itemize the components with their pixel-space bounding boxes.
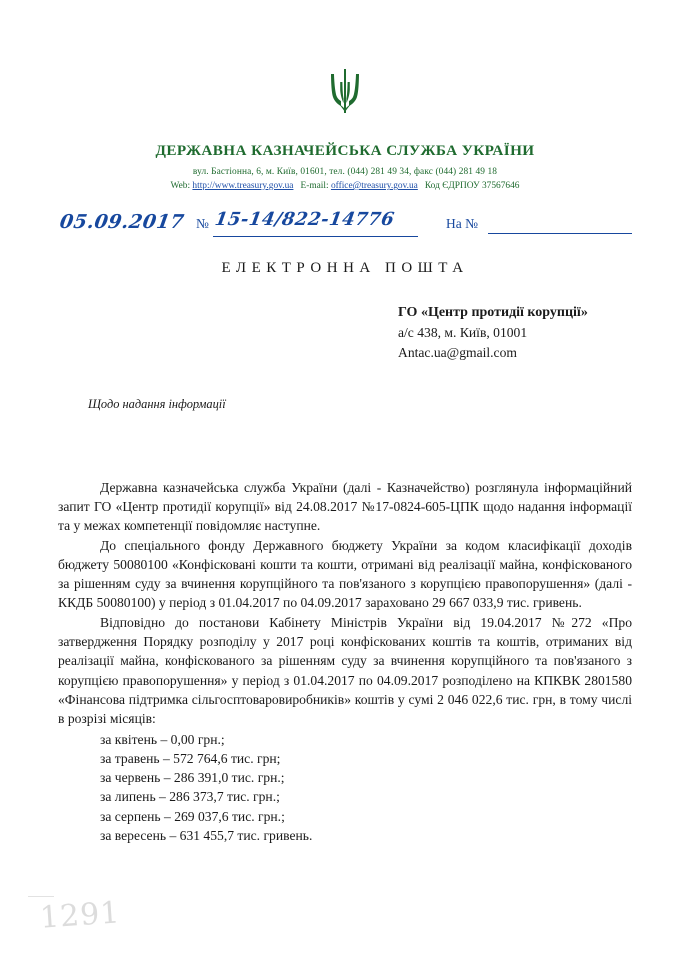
list-item: за квітень – 0,00 грн.;	[100, 731, 225, 747]
email-link[interactable]: office@treasury.gov.ua	[330, 181, 418, 191]
addressee-block	[58, 303, 632, 363]
organization-contacts	[58, 181, 632, 191]
registration-underline	[213, 236, 418, 237]
scan-edge-artifact	[28, 896, 54, 897]
subject-line: Щодо надання інформації	[88, 396, 226, 411]
list-item: за вересень – 631 455,7 тис. гривень.	[100, 828, 313, 844]
organization-address: вул. Бастіонна, 6, м. Київ, 01601, тел. (044) 281 49 34, факс (044) 281 49 18	[192, 167, 498, 177]
web-label: Web:	[170, 181, 191, 191]
list-item: за червень – 286 391,0 тис. грн.;	[100, 770, 285, 786]
reply-reference-rule	[488, 233, 632, 234]
edrpou-code: Код ЄДРПОУ 37567646	[424, 181, 520, 191]
body-paragraph-1: Державна казначейська служба України (далі - Казначейство) розглянула інформаційний запит ГО «Центр протидії корупції» від 24.08.2017 №17-0824-605-ЦПК щодо надання інформації та у межах компетенції повідомляє наступне.	[58, 479, 632, 534]
letterhead-emblem-wrap	[58, 0, 632, 120]
email-label: E-mail:	[300, 181, 329, 191]
list-item: за липень – 286 373,7 тис. грн.;	[100, 789, 280, 805]
registration-number-label: №	[196, 216, 209, 231]
document-title: ЕЛЕКТРОННА ПОШТА	[221, 260, 469, 276]
body-paragraph-3: Відповідно до постанови Кабінету Міністрів України від 19.04.2017 №272 «Про затвердження Порядку розподілу у 2017 році конфіскованих коштів та коштів, отриманих від реалізації майна, конфіскованого за рішенням суду за вчинення корупційного та пов'язаного з корупцією правопорушення» у період з 01.04.2017 по 04.09.2017 розподілено на КПКВК 2801580 «Фінансова підтримка сільгосптоваровиробників» коштів у сумі 2 046 022,6 тис. грн, в тому числі в розрізі місяців:	[58, 614, 632, 727]
monthly-distribution-list	[58, 730, 632, 846]
body-paragraph-2: До спеціального фонду Державного бюджету України за кодом класифікації доходів бюджету 50080100 «Конфісковані кошти та кошти, отримані від реалізації майна, конфіскованого за рішенням суду за вчинення корупційного та пов'язаного з корупцією правопорушення» (далі - ККДБ 50080100) у період з 01.04.2017 по 04.09.2017 зараховано 29 667 033,9 тис. гривень.	[58, 537, 632, 611]
ukraine-trident-emblem-icon	[328, 68, 362, 114]
document-body	[58, 478, 632, 846]
registration-number: 15-14/822-14776	[213, 209, 396, 230]
addressee-name: ГО «Центр протидії корупції»	[398, 305, 588, 320]
registration-line	[58, 209, 632, 243]
list-item: за серпень – 269 037,6 тис. грн.;	[100, 808, 285, 824]
list-item: за травень – 572 764,6 тис. грн;	[100, 750, 281, 766]
reply-reference-label: На №	[446, 216, 478, 231]
scan-stamp-artifact: 1291	[38, 895, 122, 936]
organization-name: ДЕРЖАВНА КАЗНАЧЕЙСЬКА СЛУЖБА УКРАЇНИ	[155, 142, 535, 159]
addressee-email: Antac.ua@gmail.com	[398, 345, 517, 360]
website-link[interactable]: http://www.treasury.gov.ua	[192, 181, 294, 191]
registration-date: 05.09.2017	[58, 211, 186, 233]
addressee-postal: а/с 438, м. Київ, 01001	[398, 325, 528, 341]
